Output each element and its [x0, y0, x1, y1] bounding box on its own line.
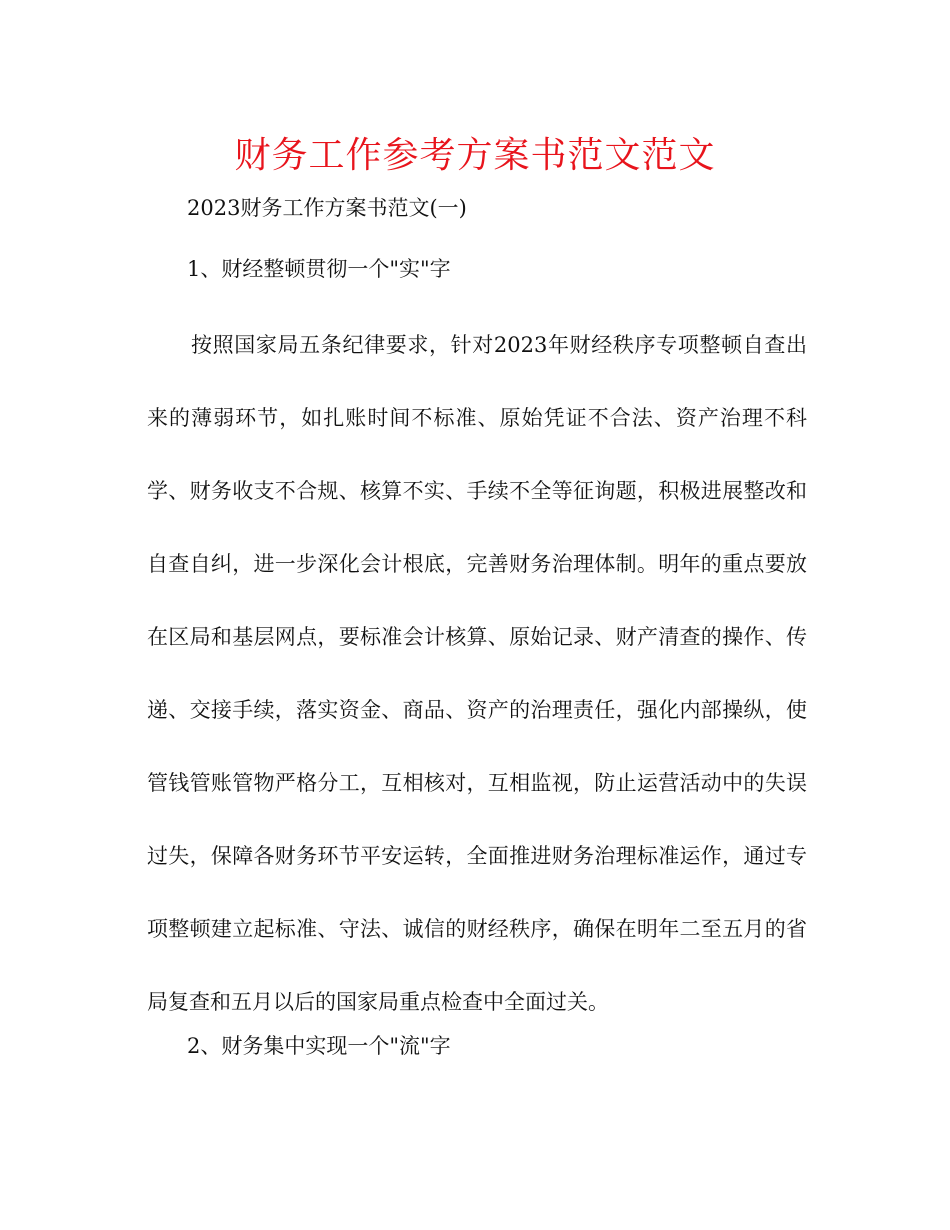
section1-heading: 1、财经整顿贯彻一个"实"字 — [187, 257, 451, 281]
section2-heading: 2、财务集中实现一个"流"字 — [187, 1034, 451, 1058]
section1-paragraph: 按照国家局五条纪律要求，针对2023年财经秩序专项整顿自查出来的薄弱环节，如扎账时间不标准、原始凭证不合法、资产治理不科学、财务收支不合规、核算不实、手续不全等征询题，积极进展整改和自查自纠，进一步深化会计根底，完善财务治理体制。明年的重点要放在区局和基层网点，要标准会计核算、原始记录、财产清查的操作、传递、交接手续，落实资金、商品、资产的治理责任，强化内部操纵，使管钱管账管物严格分工，互相核对，互相监视，防止运营活动中的失误过失，保障各财务环节平安运转，全面推进财务治理标准运作，通过专项整顿建立起标准、守法、诚信的财经秩序，确保在明年二至五月的省局复查和五月以后的国家局重点检查中全面过关。 — [147, 333, 807, 1014]
document-title: 财务工作参考方案书范文范文 — [234, 135, 716, 176]
document-subtitle: 2023财务工作方案书范文(一) — [187, 196, 467, 220]
